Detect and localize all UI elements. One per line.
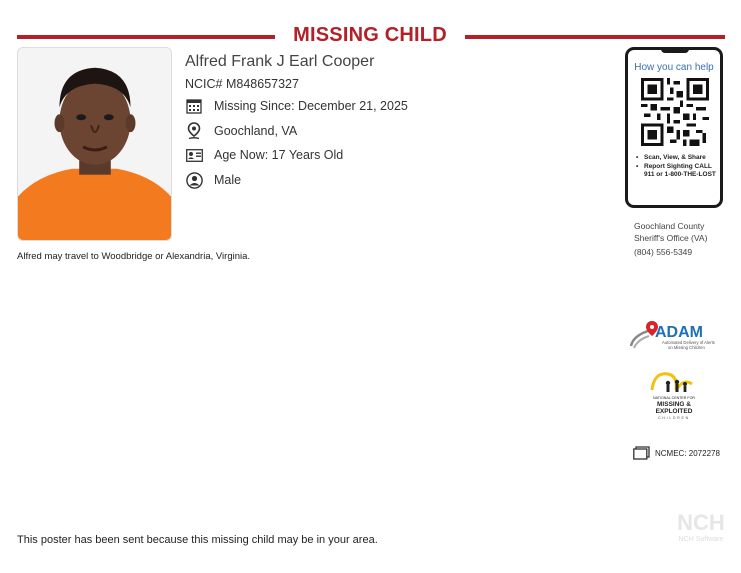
sex-row	[185, 171, 241, 189]
travel-note: Alfred may travel to Woodbridge or Alexandria, Virginia.	[17, 251, 251, 262]
age-text: Age Now: 17 Years Old	[214, 148, 344, 162]
id-card-icon	[185, 146, 203, 164]
ncmec-line4: CHILDREN	[658, 416, 690, 420]
adam-tagline-2: on Missing Children	[668, 345, 705, 350]
agency-name-line1: Goochland County	[634, 221, 705, 231]
age-row	[185, 146, 343, 164]
adam-tagline-1: Automated Delivery of Alerts	[662, 340, 715, 345]
help-bullet: • Scan, View, & Share	[636, 154, 722, 163]
child-photo	[17, 47, 172, 241]
location-row	[185, 122, 297, 140]
ncmec-logo	[648, 368, 700, 428]
phone-notch	[661, 47, 689, 53]
agency-contact	[634, 220, 707, 258]
help-bullets	[636, 154, 722, 180]
calendar-icon	[185, 97, 203, 115]
sex-text: Male	[214, 173, 242, 187]
adam-logo	[628, 318, 720, 356]
help-bullet: • Report Sighting CALL 911 or 1-800-THE-LOST	[636, 163, 722, 180]
map-pin-icon	[185, 122, 203, 140]
nch-mark: NCH	[677, 510, 725, 535]
header-rule-right	[465, 35, 725, 39]
person-icon	[185, 171, 203, 189]
how-you-can-help-heading: How you can help	[634, 62, 714, 73]
nch-sub: NCH Software	[678, 536, 724, 543]
child-name: Alfred Frank J Earl Cooper	[185, 53, 375, 70]
nch-watermark	[673, 506, 729, 546]
footer-note: This poster has been sent because this missing child may be in your area.	[17, 534, 378, 546]
ncmec-line1: NATIONAL CENTER FOR	[653, 396, 695, 400]
ncmec-line2: MISSING &	[657, 401, 691, 408]
location-text: Goochland, VA	[214, 124, 298, 138]
agency-phone: (804) 556-5349	[634, 247, 693, 257]
agency-name-line2: Sheriff's Office (VA)	[634, 233, 708, 243]
poster-title: MISSING CHILD	[293, 24, 447, 46]
folder-icon	[633, 446, 650, 460]
qr-code-icon[interactable]	[641, 78, 709, 146]
missing-since-row	[185, 97, 408, 115]
ncic-number: NCIC# M848657327	[185, 77, 299, 91]
ncmec-id-text: NCMEC: 2072278	[655, 448, 720, 458]
ncmec-line3: EXPLOITED	[655, 408, 693, 415]
qr-phone-panel	[625, 47, 723, 208]
header-rule-left	[17, 35, 275, 39]
missing-since-text: Missing Since: December 21, 2025	[214, 99, 408, 113]
ncmec-case-id	[633, 446, 720, 460]
adam-wordmark: ADAM	[655, 324, 703, 341]
